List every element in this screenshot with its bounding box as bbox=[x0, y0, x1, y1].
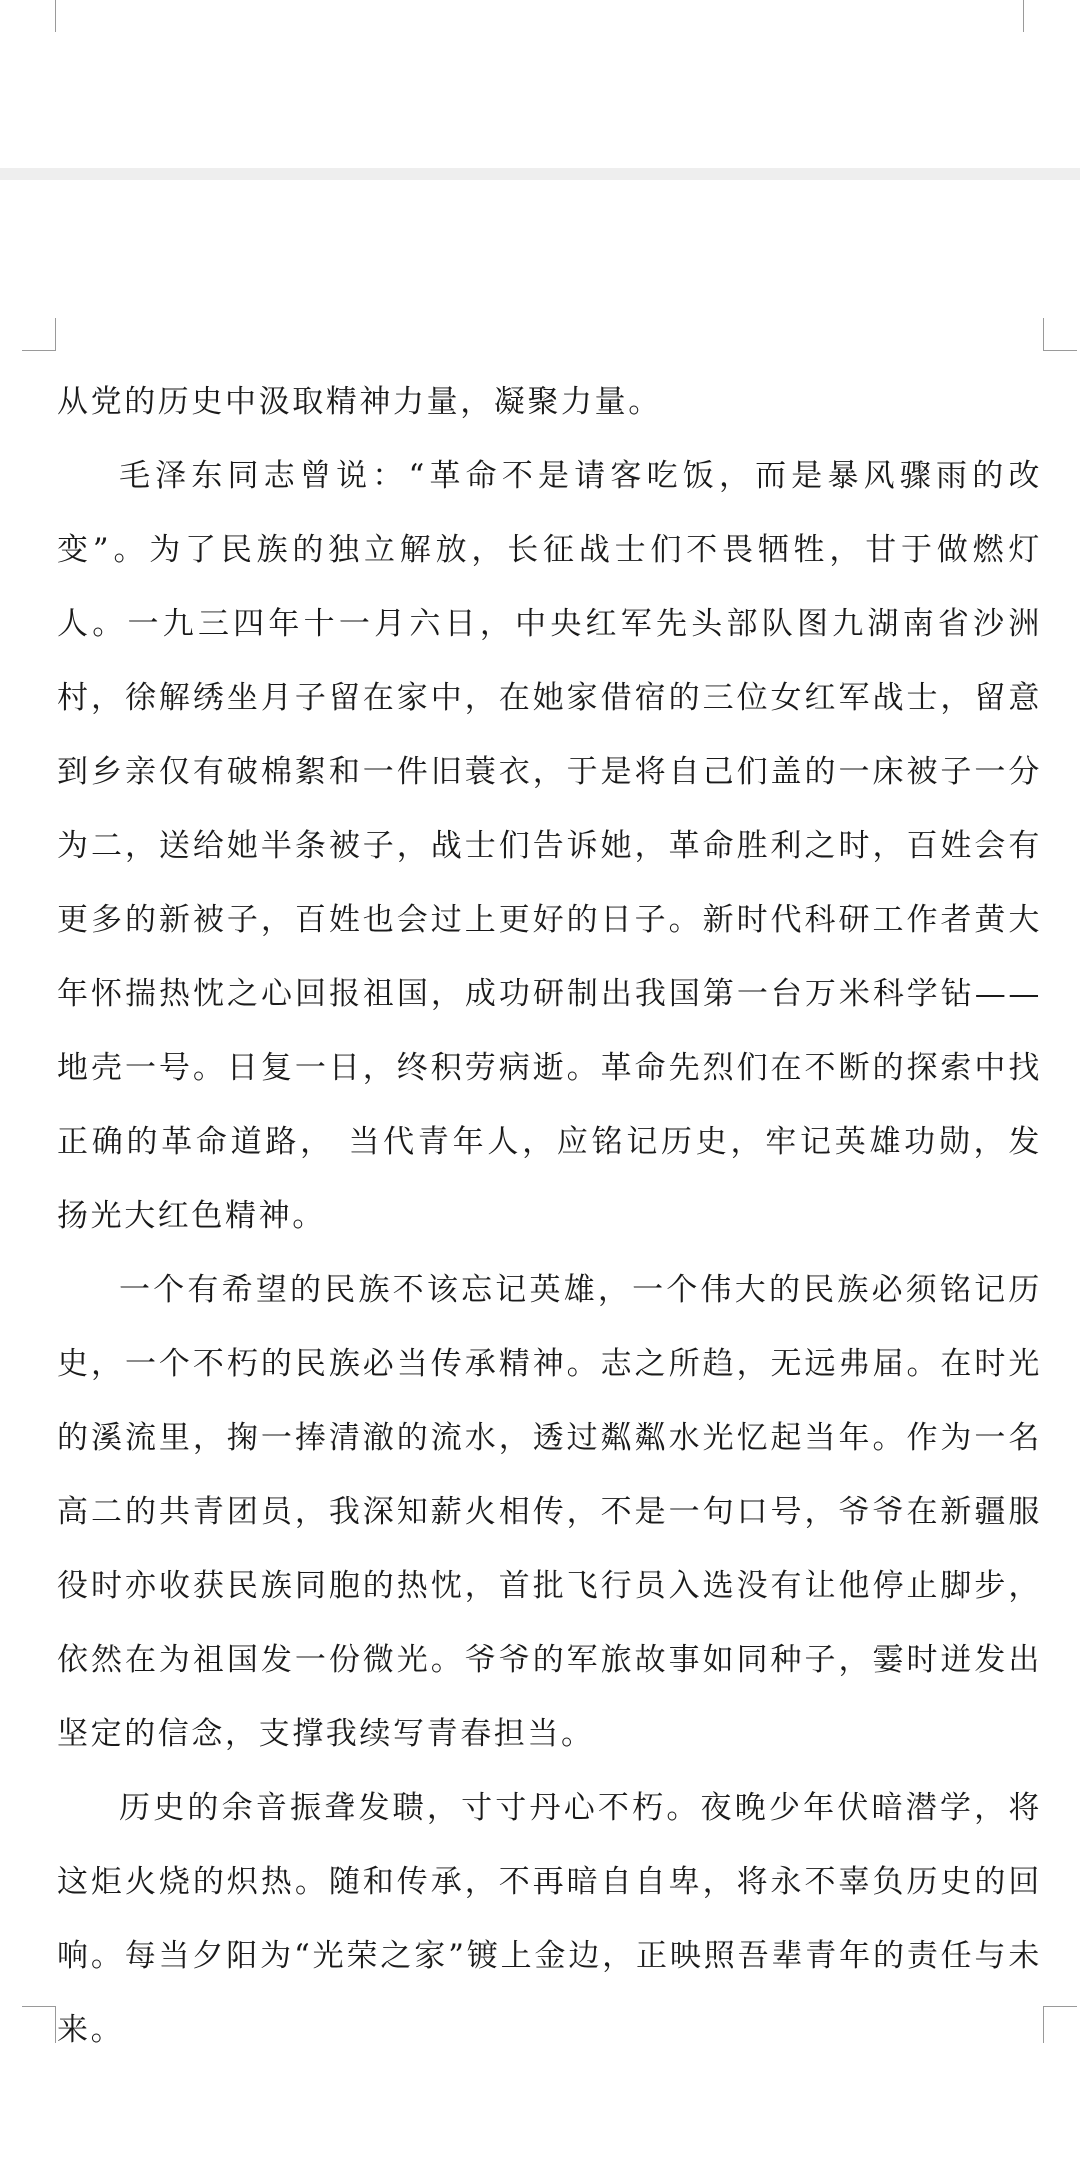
crop-mark-top-left bbox=[55, 0, 56, 32]
margin-mark-top-right bbox=[1043, 318, 1077, 351]
paragraph-continuation[interactable]: 从党的历史中汲取精神力量，凝聚力量。 bbox=[57, 384, 662, 420]
paragraph-heroes-history[interactable]: 一个有希望的民族不该忘记英雄，一个伟大的民族必须铭记历史，一个不朽的民族必当传承精神。志之所趋，无远弗届。在时光的溪流里，掬一捧清澈的流水，透过粼粼水光忆起当年。作为一名高二的共青团员，我深知薪火相传，不是一句口号，爷爷在新疆服役时亦收获民族同胞的热忱，首批飞行员入选没有让他停止脚步，依然在为祖国发一份微光。爷爷的军旅故事如同种子，霎时迸发出坚定的信念，支撑我续写青春担当。 bbox=[57, 1272, 1042, 1752]
page-separator bbox=[0, 168, 1080, 180]
paragraph-conclusion[interactable]: 历史的余音振聋发聩，寸寸丹心不朽。夜晚少年伏暗潜学，将这炬火烧的炽热。随和传承，不再暗自自卑，将永不辜负历史的回响。每当夕阳为“光荣之家”镀上金边，正映照吾辈青年的责任与未来。 bbox=[57, 1790, 1042, 2048]
margin-mark-top-left bbox=[22, 318, 56, 351]
paragraph-mao-quote[interactable]: 毛泽东同志曾说：“革命不是请客吃饭，而是暴风骤雨的改变”。为了民族的独立解放，长征战士们不畏牺牲，甘于做燃灯人。一九三四年十一月六日，中央红军先头部队图九湖南省沙洲村，徐解绣坐月子留在家中，在她家借宿的三位女红军战士，留意到乡亲仅有破棉絮和一件旧蓑衣，于是将自己们盖的一床被子一分为二，送给她半条被子，战士们告诉她，革命胜利之时，百姓会有更多的新被子，百姓也会过上更好的日子。新时代科研工作者黄大年怀揣热忱之心回报祖国，成功研制出我国第一台万米科学钻——地壳一号。日复一日，终积劳病逝。革命先烈们在不断的探索中找正确的革命道路， 当代青年人，应铭记历史，牢记英雄功勋，发扬光大红色精神。 bbox=[57, 458, 1042, 1234]
previous-page-bottom bbox=[0, 0, 1080, 168]
margin-mark-bottom-left bbox=[22, 2006, 56, 2043]
document-body[interactable] bbox=[57, 365, 1042, 2067]
margin-mark-bottom-right bbox=[1043, 2006, 1077, 2043]
crop-mark-top-right bbox=[1023, 0, 1024, 32]
